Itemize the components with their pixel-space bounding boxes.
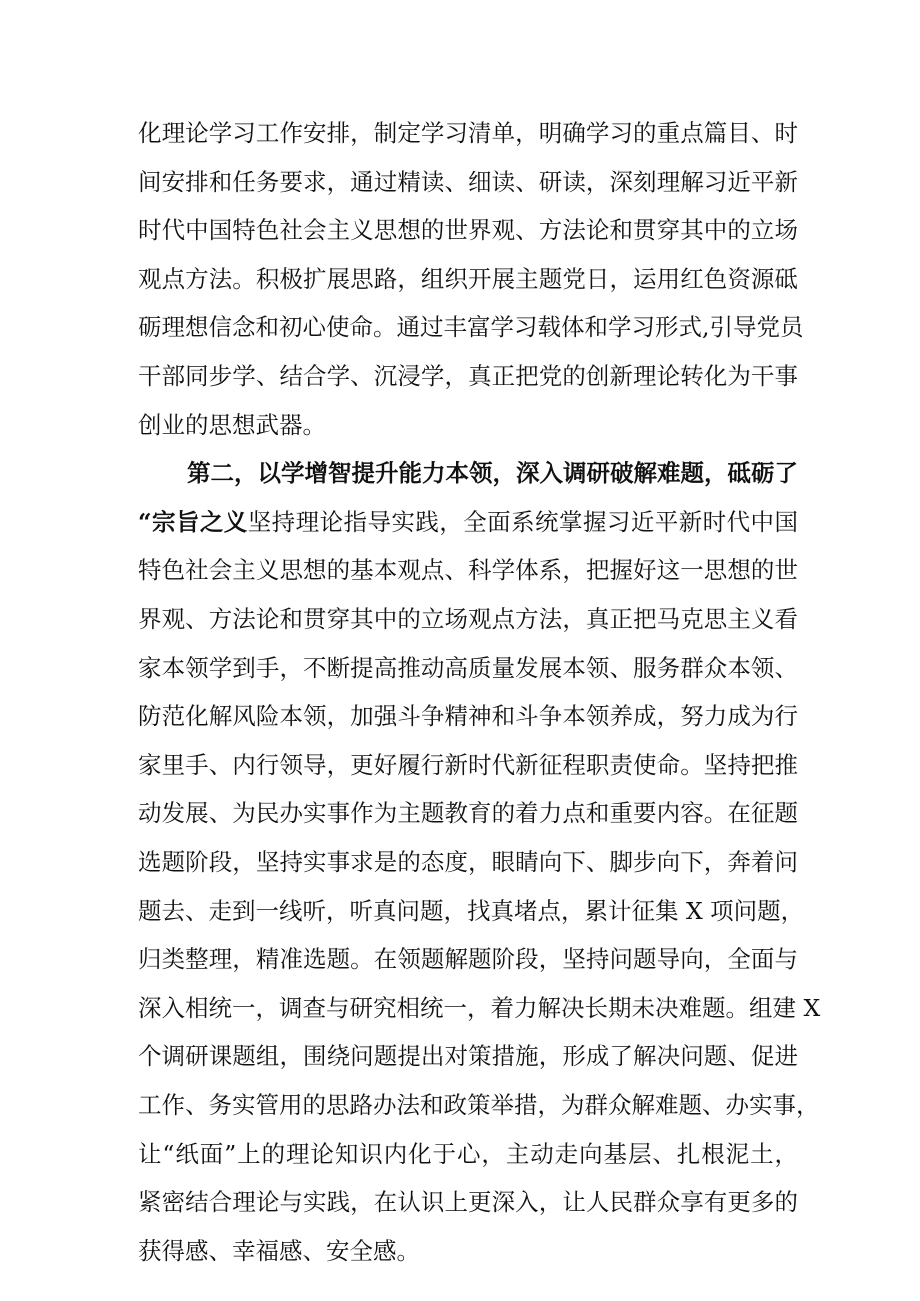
paragraph2-line-2: 特色社会主义思想的基本观点、科学体系，把握好这一思想的世 [138,556,798,584]
paragraph1-line-7: 创业的思想武器。 [138,411,326,439]
paragraph1-line-3: 时代中国特色社会主义思想的世界观、方法论和贯穿其中的立场 [138,216,798,244]
paragraph1-line-5: 砺理想信念和初心使命。通过丰富学习载体和学习形式,引导党员 [138,313,804,341]
paragraph2-line-4: 家本领学到手，不断提高推动高质量发展本领、服务群众本领、 [138,654,798,682]
paragraph2-line-10: 归类整理，精准选题。在领题解题阶段，坚持问题导向，全面与 [138,945,798,973]
paragraph2-line-5: 防范化解风险本领，加强斗争精神和斗争本领养成，努力成为行 [138,702,798,730]
paragraph1-line-6: 干部同步学、结合学、沉浸学，真正把党的创新理论转化为干事 [138,362,798,390]
paragraph2-line-8: 选题阶段，坚持实事求是的态度，眼睛向下、脚步向下，奔着问 [138,848,798,876]
paragraph2-heading-continuation: “宗旨之义 [138,508,248,536]
paragraph2-line-1 [138,498,798,546]
paragraph2-line-11: 深入相统一，调查与研究相统一，着力解决长期未决难题。组建 X [138,994,821,1022]
paragraph2-heading-line: 第二，以学增智提升能力本领，深入调研破解难题，砥砺了 [187,459,798,487]
paragraph2-line-6: 家里手、内行领导，更好履行新时代新征程职责使命。坚持把推 [138,751,798,779]
paragraph2-line-9: 题去、走到一线听，听真问题，找真堵点，累计征集 X 项问题， [138,897,805,925]
paragraph2-line-3: 界观、方法论和贯穿其中的立场观点方法，真正把马克思主义看 [138,605,798,633]
paragraph1-line-1: 化理论学习工作安排，制定学习清单，明确学习的重点篇目、时 [138,119,798,147]
paragraph1-line-2: 间安排和任务要求，通过精读、细读、研读，深刻理解习近平新 [138,168,798,196]
paragraph1-line-4: 观点方法。积极扩展思路，组织开展主题党日，运用红色资源砥 [138,265,798,293]
paragraph2-line-14: 让“纸面”上的理论知识内化于心，主动走向基层、扎根泥土， [138,1140,798,1168]
paragraph2-line-7: 动发展、为民办实事作为主题教育的着力点和重要内容。在征题 [138,799,798,827]
paragraph2-line-15: 紧密结合理论与实践，在认识上更深入，让人民群众享有更多的 [138,1188,798,1216]
paragraph2-line-1-rest: 坚持理论指导实践，全面系统掌握习近平新时代中国 [247,508,798,536]
paragraph2-line-12: 个调研课题组，围绕问题提出对策措施，形成了解决问题、促进 [138,1042,798,1070]
paragraph2-line-13: 工作、务实管用的思路办法和政策举措，为群众解难题、办实事， [138,1091,820,1119]
paragraph2-line-16: 获得感、幸福感、安全感。 [138,1237,420,1265]
